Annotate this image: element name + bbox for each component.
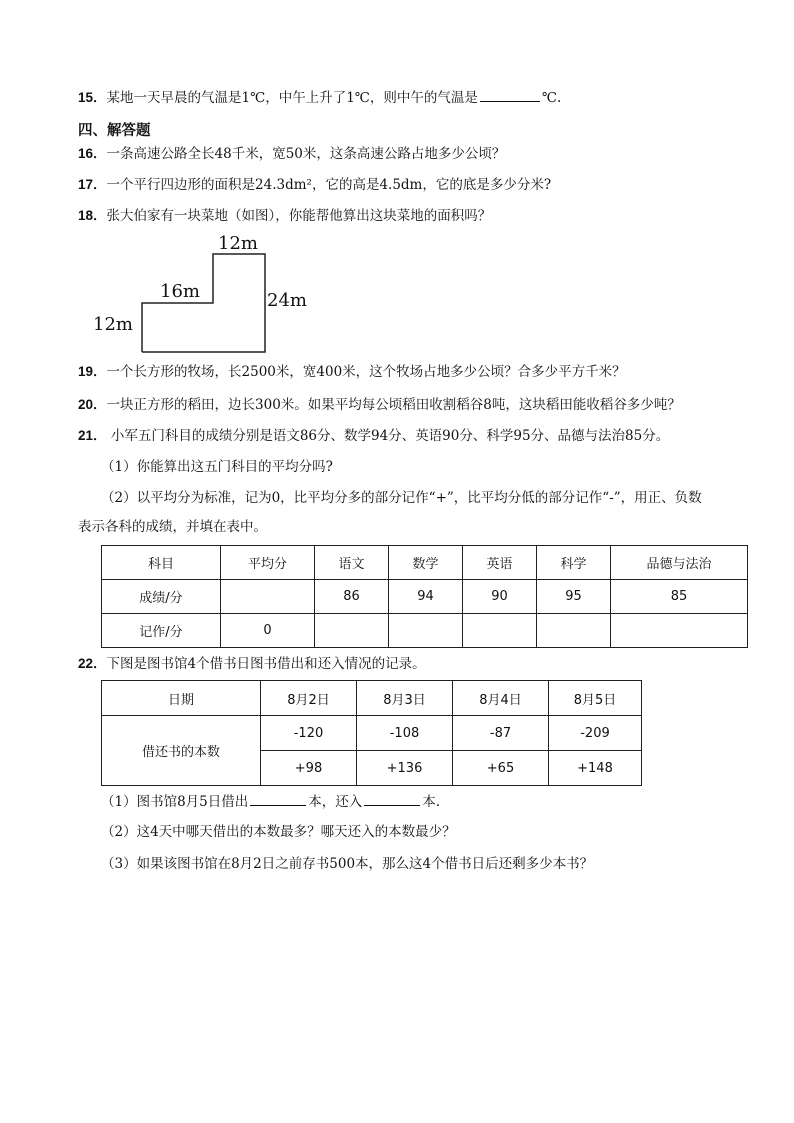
q22-sub2: （2）这4天中哪天借出的本数最多？哪天还入的本数最少？ <box>101 824 456 840</box>
garden-figure <box>90 232 330 357</box>
q22-sub1 <box>101 792 440 811</box>
q22-sub1-text-c: 本. <box>422 794 441 810</box>
question-number: 21． <box>78 428 107 443</box>
q21-sub2-line2: 表示各科的成绩，并填在表中。 <box>78 519 267 535</box>
scores-table <box>101 545 748 648</box>
question-text-tail: ℃. <box>541 90 562 106</box>
question-text: 一个平行四边形的面积是24.3dm²，它的高是4.5dm，它的底是多少分米? <box>106 177 552 193</box>
q21-sub1: （1）你能算出这五门科目的平均分吗? <box>101 459 333 475</box>
question-number: 15． <box>78 90 107 105</box>
label-top: 12m <box>218 233 258 254</box>
answer-cell[interactable] <box>611 614 748 648</box>
question-text: 小军五门科目的成绩分别是语文86分、数学94分、英语90分、科学95分、品德与法治85分。 <box>106 428 670 444</box>
table-cell: 日期 <box>102 681 261 716</box>
question-number: 20． <box>78 397 107 412</box>
question-number: 18． <box>78 208 107 223</box>
question-22 <box>78 655 426 673</box>
table-row <box>102 716 642 751</box>
question-16 <box>78 145 505 163</box>
table-cell: 8月2日 <box>261 681 357 716</box>
q22-sub3: （3）如果该图书馆在8月2日之前存书500本，那么这4个借书日后还剩多少本书？ <box>101 856 594 872</box>
table-cell: 90 <box>463 580 537 614</box>
question-text: 下图是图书馆4个借书日图书借出和还入情况的记录。 <box>106 656 426 672</box>
table-row <box>102 580 748 614</box>
question-text: 某地一天早晨的气温是1℃，中午上升了1℃，则中午的气温是 <box>106 90 478 106</box>
library-table <box>101 680 642 786</box>
question-text: 一条高速公路全长48千米，宽50米，这条高速公路占地多少公顷？ <box>106 146 506 162</box>
table-cell: 科学 <box>537 546 611 580</box>
answer-blank[interactable] <box>250 792 306 806</box>
table-cell: -120 <box>261 716 357 751</box>
table-cell: 8月5日 <box>549 681 642 716</box>
table-cell: 成绩/分 <box>102 580 221 614</box>
table-cell: +65 <box>453 751 549 786</box>
question-21 <box>78 427 669 445</box>
label-middle: 16m <box>160 281 200 302</box>
question-text: 一个长方形的牧场，长2500米，宽400米，这个牧场占地多少公顷？合多少平方千米？ <box>106 364 626 380</box>
table-cell: +98 <box>261 751 357 786</box>
table-cell: 8月3日 <box>357 681 453 716</box>
table-cell: +148 <box>549 751 642 786</box>
answer-cell[interactable] <box>389 614 463 648</box>
table-cell: 94 <box>389 580 463 614</box>
question-number: 16． <box>78 146 107 161</box>
answer-blank[interactable] <box>480 88 540 102</box>
question-number: 17． <box>78 177 107 192</box>
table-cell: 0 <box>221 614 315 648</box>
question-20 <box>78 396 681 414</box>
table-cell: -209 <box>549 716 642 751</box>
table-row <box>102 614 748 648</box>
question-text: 一块正方形的稻田，边长300米。如果平均每公顷稻田收割稻谷8吨，这块稻田能收稻谷多少吨？ <box>106 397 681 413</box>
table-cell: -87 <box>453 716 549 751</box>
question-19 <box>78 363 626 381</box>
table-cell: +136 <box>357 751 453 786</box>
table-cell: 8月4日 <box>453 681 549 716</box>
table-header-row <box>102 681 642 716</box>
label-right: 24m <box>267 290 307 311</box>
table-header-row <box>102 546 748 580</box>
q22-sub1-text-b: 本，还入 <box>308 794 363 810</box>
table-cell: 英语 <box>463 546 537 580</box>
answer-blank[interactable] <box>364 792 420 806</box>
q22-sub1-text-a: （1）图书馆8月5日借出 <box>101 794 249 810</box>
label-left: 12m <box>93 314 133 335</box>
answer-cell[interactable] <box>463 614 537 648</box>
question-17 <box>78 176 551 194</box>
table-cell: 85 <box>611 580 748 614</box>
table-cell: -108 <box>357 716 453 751</box>
q21-sub2-line1: （2）以平均分为标准，记为0，比平均分多的部分记作“+”，比平均分低的部分记作“-”，用正、负数 <box>101 490 702 506</box>
table-cell: 86 <box>315 580 389 614</box>
answer-cell[interactable] <box>315 614 389 648</box>
answer-cell[interactable] <box>221 580 315 614</box>
question-18 <box>78 207 491 225</box>
table-cell: 科目 <box>102 546 221 580</box>
table-cell: 记作/分 <box>102 614 221 648</box>
answer-cell[interactable] <box>537 614 611 648</box>
table-cell: 语文 <box>315 546 389 580</box>
table-cell: 品德与法治 <box>611 546 748 580</box>
question-15 <box>78 88 561 107</box>
question-number: 22． <box>78 656 107 671</box>
row-label: 借还书的本数 <box>102 716 261 786</box>
table-cell: 平均分 <box>221 546 315 580</box>
question-text: 张大伯家有一块菜地（如图），你能帮他算出这块菜地的面积吗？ <box>106 208 492 224</box>
question-number: 19． <box>78 364 107 379</box>
table-cell: 95 <box>537 580 611 614</box>
section-title: 四、解答题 <box>78 123 151 139</box>
table-cell: 数学 <box>389 546 463 580</box>
